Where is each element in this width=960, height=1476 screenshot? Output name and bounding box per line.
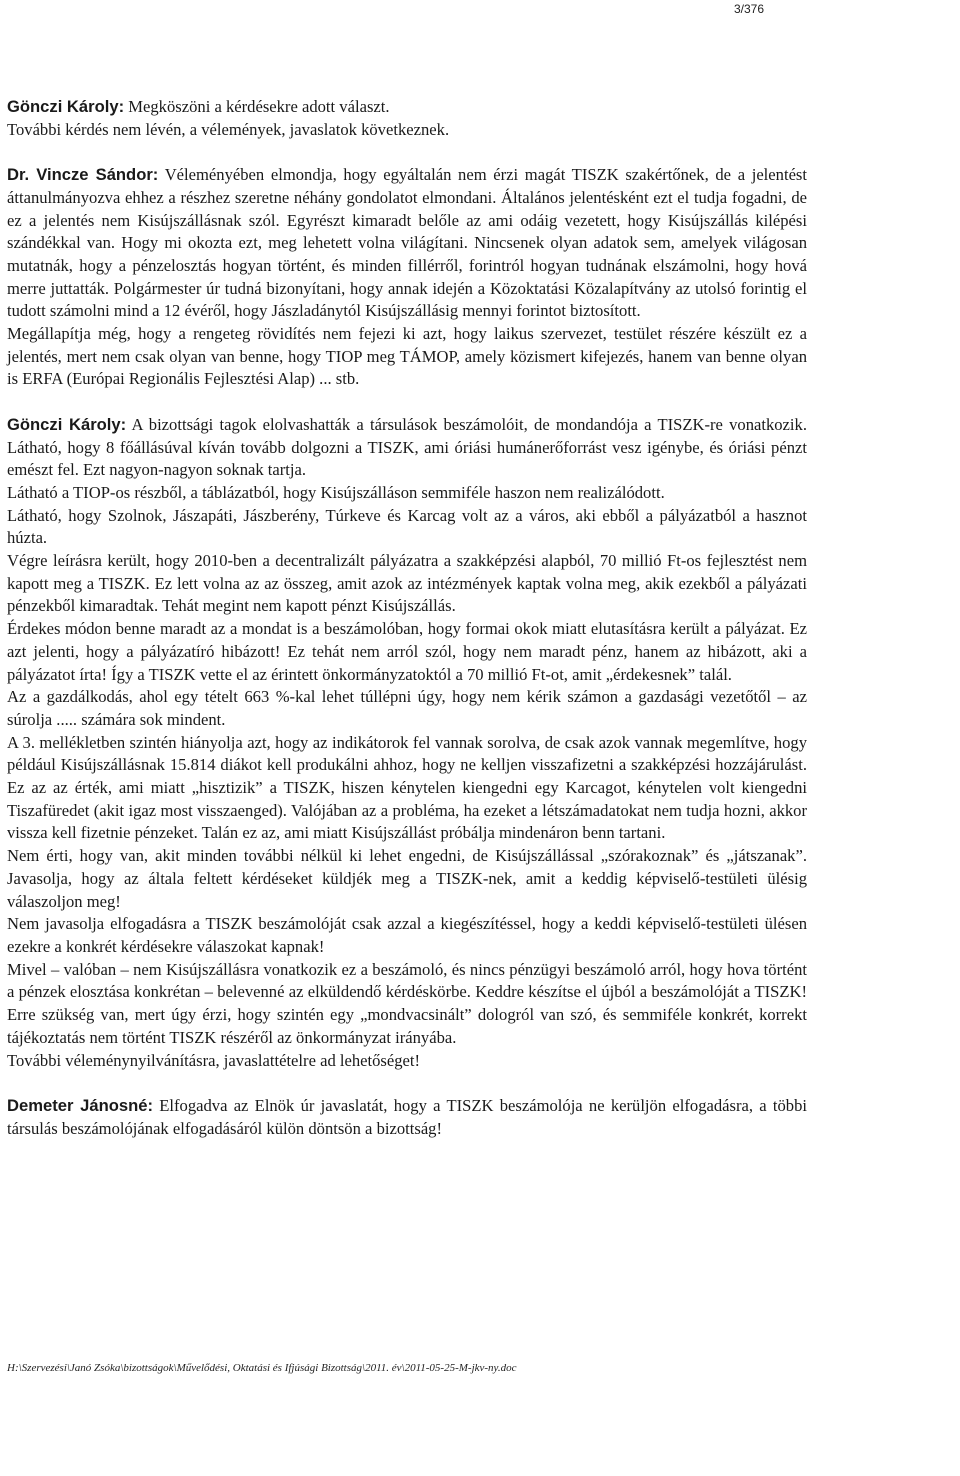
paragraph (7, 96, 807, 119)
paragraph-text: Véleményében elmondja, hogy egyáltalán nem érzi magát TISZK szakértőnek, de a jelentést áttanulmányozva ehhez a részhez szeretne néhány gondolatot elmondani. Általános jelentésként ezt el tudja fogadni, de ez a jelentés nem Kisújszállásnak szól. Egyrészt kimaradt belőle az ami odáig vezetett, hogy Kisújszállás kilépési szándékkal van. Hogy mi okozta ezt, meg lehetett volna világítani. Nincsenek olyan adatok sem, amelyek világosan mutatnák, hogy a pénzelosztás hogyan történt, és minden fillérről, forintról hogyan tudnának elszámolni, hogy hová merre juttatták. Polgármester úr tudná bizonyítani, hogy annak idején a Közoktatási Közalapítvány az utolsó forintig el tudott számolni mind a 12 évéről, hogy Jászladánytól Kisújszállásig mennyi forintot biztosított. (7, 165, 807, 321)
paragraph: Látható a TIOP-os részből, a táblázatból, hogy Kisújszálláson semmiféle haszon nem realizálódott. (7, 482, 665, 502)
paragraph (7, 414, 807, 482)
paragraph: További kérdés nem lévén, a vélemények, javaslatok következnek. (7, 119, 450, 139)
paragraph: Végre leírásra került, hogy 2010-ben a decentralizált pályázatra a szakképzési alapból, 70 millió Ft-os fejlesztést nem kapott meg a TISZK. Ez lett volna az az összeg, amit azok az intézmények kaptak volna meg, akik ezekből a pályázati pénzekből kimaradtak. Tehát megint nem kapott pénzt Kisújszállás. (7, 551, 807, 616)
paragraph: A 3. mellékletben szintén hiányolja azt, hogy az indikátorok fel vannak sorolva, de csak azok vannak megemlítve, hogy például Kisújszállásnak 15.814 diákot kell produkálni ahhoz, hogy ne kelljen visszafizetni a szakképzési hozzájárulást. Ez az az érték, ami miatt „hisztizik” a TISZK, hiszen kénytelen kiengedni egy Karcagot, kénytelen volt kiengedni Tiszafüredet (akit igaz most visszaenged). Valójában az a probléma, ha ezeket a létszámadatokat nem tudja hozni, akkor vissza kell fizetnie pénzeket. Talán ez az, ami miatt Kisújszállást próbálja mindenáron benn tartani. (7, 732, 807, 843)
paragraph: Nem érti, hogy van, akit minden további nélkül ki lehet engedni, de Kisújszállással „szórakoznak” és „játszanak”. Javasolja, hogy az általa feltett kérdéseket küldjék meg a TISZK-nek, amit a keddig képviselő-testületi ülésig válaszoljon meg! (7, 846, 807, 911)
speaker-name: Gönczi Károly: (7, 414, 127, 434)
paragraph (7, 1095, 807, 1140)
footer-file-path: H:\Szervezési\Janó Zsóka\bizottságok\Művelődési, Oktatási és Ifjúsági Bizottság\2011. év\2011-05-25-M-jkv-ny.doc (7, 1362, 517, 1374)
paragraph-text: Elfogadva az Elnök úr javaslatát, hogy a TISZK beszámolója ne kerüljön elfogadásra, a többi társulás beszámolójának elfogadásáról külön döntsön a bizottság! (7, 1095, 808, 1138)
paragraph: Az a gazdálkodás, ahol egy tételt 663 %-kal lehet túllépni úgy, hogy nem kérik számon a gazdasági vezetőtől – az súrolja ..... számára sok mindent. (7, 687, 807, 729)
paragraph: További véleménynyilvánításra, javaslattételre ad lehetőséget! (7, 1050, 421, 1070)
paragraph: Mivel – valóban – nem Kisújszállásra vonatkozik ez a beszámoló, és nincs pénzügyi beszámoló arról, hogy hova történt a pénzek elosztása konkrétan – belevenné az elküldendő kérdéskörbe. Keddre készítse el újból a beszámolóját a TISZK! Erre szükség van, mert úgy érzi, hogy szintén egy „mondvacsinált” dologról van szó, és semmiféle konkrét, korrekt tájékoztatás nem történt TISZK részéről az önkormányzat irányába. (7, 959, 807, 1047)
paragraph: Megállapítja még, hogy a rengeteg rövidítés nem fejezi ki azt, hogy laikus szervezet, testület részére készült ez a jelentés, mert nem csak olyan van benne, hogy TIOP meg TÁMOP, amely közismert kifejezés, hanem van benne olyan is ERFA (Európai Regionális Fejlesztési Alap) ... stb. (7, 324, 807, 389)
speaker-name: Dr. Vincze Sándor: (7, 165, 159, 185)
paragraph-text: Megköszöni a kérdésekre adott választ. (128, 97, 390, 116)
paragraph-text: A bizottsági tagok elolvashatták a társulások beszámolóit, de mondandója a TISZK-re vonatkozik. Látható, hogy 8 főállásúval kíván tovább dolgozni a TISZK, ami óriási humánerőforrást vesz igénybe, és óriási pénzt emészt fel. Ezt nagyon-nagyon soknak tartja. (7, 414, 807, 480)
speaker-name: Gönczi Károly: (7, 97, 125, 116)
paragraph: Látható, hogy Szolnok, Jászapáti, Jászberény, Túrkeve és Karcag volt az a város, aki ebből a pályázatból a hasznot húzta. (7, 505, 807, 548)
paragraph: Nem javasolja elfogadásra a TISZK beszámolóját csak azzal a kiegészítéssel, hogy a keddi képviselő-testületi ülésen ezekre a konkrét kérdésekre válaszokat kapnak! (7, 914, 807, 956)
speaker-name: Demeter Jánosné: (7, 1095, 153, 1115)
paragraph (7, 164, 807, 323)
page-number: 3/376 (733, 2, 764, 16)
paragraph: Érdekes módon benne maradt az a mondat is a beszámolóban, hogy formai okok miatt elutasításra került a pályázat. Ez azt jelenti, hogy a pályázatíró hibázott! Ez tehát nem arról szól, hogy nem maradt pénz, hanem az hibázott, aki a pályázatot írta! Így a TISZK vette el az érintett önkormányzatoktól a 70 millió Ft-ot, amit „érdekesnek” talál. (7, 619, 807, 684)
document-body (7, 96, 807, 1140)
